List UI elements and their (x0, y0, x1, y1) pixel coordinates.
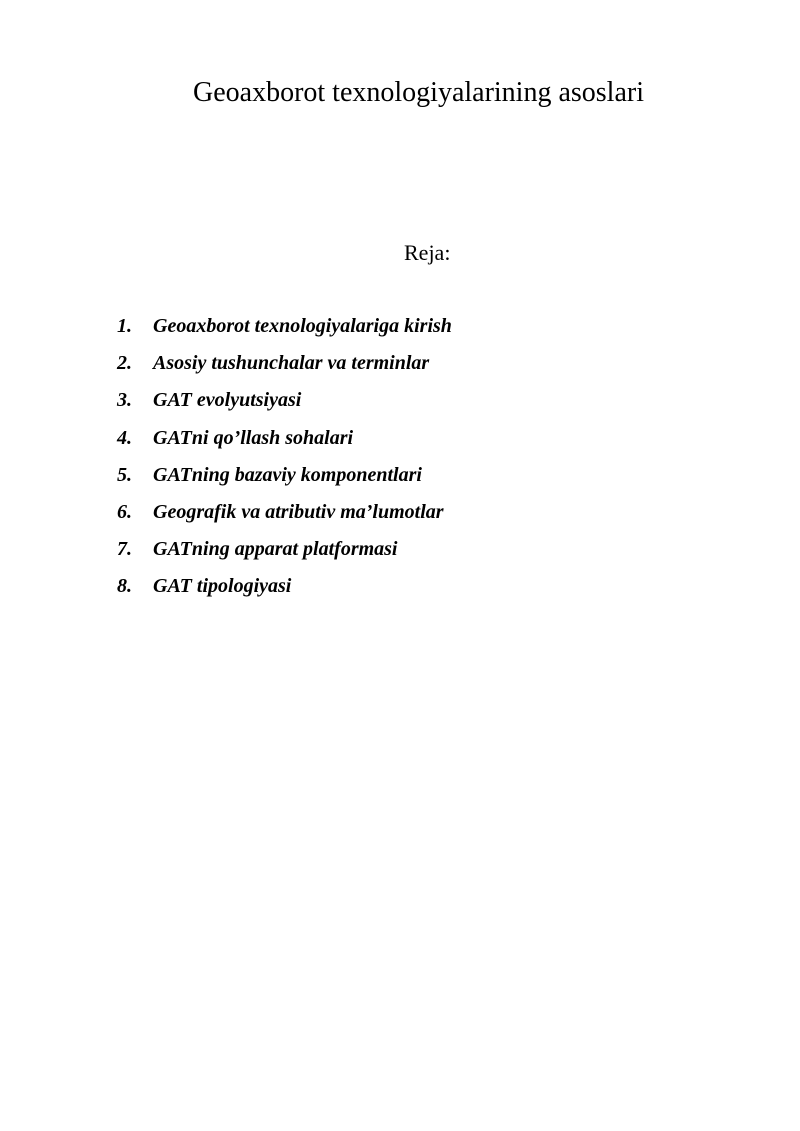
list-item-text: Geoaxborot texnologiyalariga kirish (153, 315, 452, 337)
list-item-number: 3. (117, 389, 132, 412)
list-item-number: 8. (117, 575, 132, 598)
list-item (117, 388, 452, 425)
list-item (117, 574, 452, 611)
list-item-text: GAT tipologiyasi (153, 575, 292, 598)
list-item-number: 2. (117, 352, 132, 375)
plan-list (117, 314, 452, 612)
list-item (117, 351, 452, 388)
list-item-text: Asosiy tushunchalar va terminlar (153, 352, 430, 375)
list-item-number: 5. (117, 463, 132, 486)
list-item-number: 4. (117, 426, 132, 449)
list-item (117, 463, 452, 500)
list-item-text: GATning bazaviy komponentlari (153, 463, 422, 486)
list-item (117, 314, 452, 351)
document-title: Geoaxborot texnologiyalarining asoslari (193, 77, 644, 108)
list-item-number: 1. (117, 315, 132, 337)
list-item-text: GAT evolyutsiyasi (153, 389, 302, 412)
list-item (117, 537, 452, 574)
list-item-text: GATni qo’llash sohalari (153, 426, 354, 449)
list-item-text: GATning apparat platformasi (153, 538, 398, 561)
list-item (117, 500, 452, 537)
list-item-text: Geografik va atributiv ma’lumotlar (153, 500, 444, 523)
list-item (117, 426, 452, 463)
list-item-number: 7. (117, 538, 132, 561)
plan-heading: Reja: (404, 240, 451, 265)
list-item-number: 6. (117, 500, 132, 523)
